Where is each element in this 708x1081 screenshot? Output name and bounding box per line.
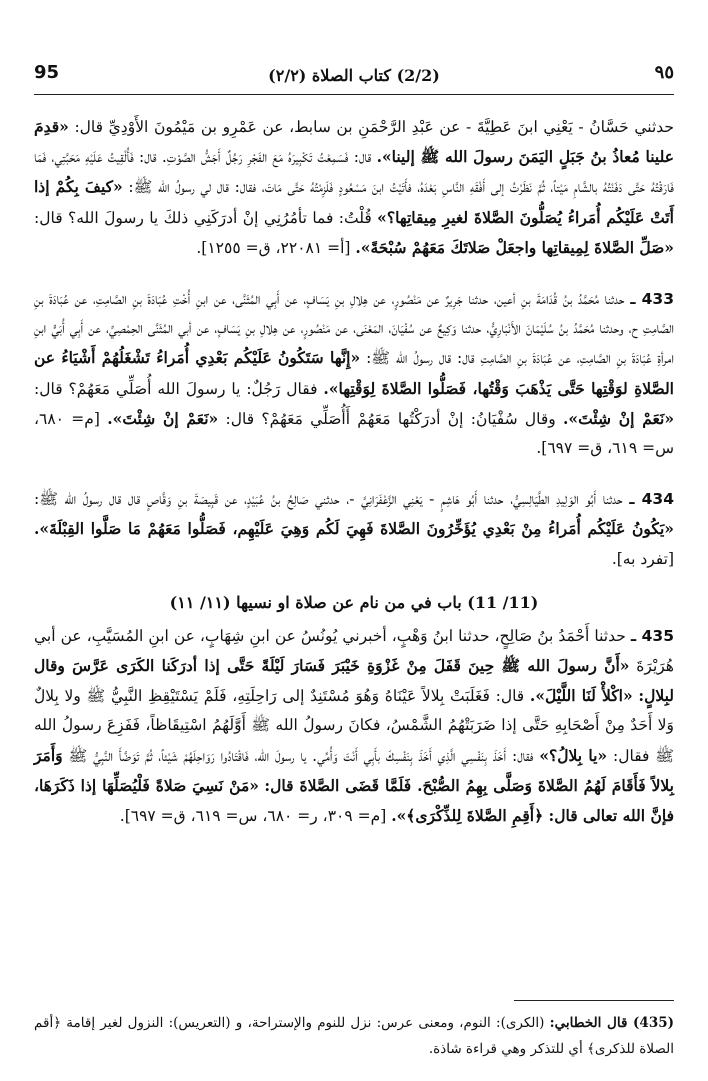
reference-text: [م= ٦٨٠، س= ٦١٩، ق= ٦٩٧]. (34, 409, 674, 458)
hadith-quote: وَأَمَرَ بِلالاً فَأَقَامَ لَهُمُ الصَّلاةَ وَصَلَّى بِهِمُ الصُّبْحَ. فَلَمَّا قَضَى الصَّلاةَ قال: (34, 745, 674, 795)
hadith-paragraph-435 (34, 622, 674, 831)
hadith-quote: «يَكُونُ عَلَيْكُم أُمَراءُ مِنْ بَعْدِي يُؤَخِّرُونَ الصَّلاةَ فَهِيَ لَكُم وَهِيَ عَلَيْهِم، فَصَلُّوا مَعَهُمْ مَا صَلَّوا القِبْلَةَ». (34, 519, 674, 539)
running-title: (2/2) كتاب الصلاة (٢/٢) (268, 65, 440, 85)
hadith-quote: «أَنَّ رسولَ الله ﷺ حِينَ قَفَلَ مِنْ غَزْوَةِ خَيْبَرَ فَسَارَ لَيْلَةً حَتَّى إذا أدرَكَنا الكَرَى عَرَّسَ وقال لبِلالٍ: (34, 656, 674, 706)
footnote (34, 1010, 674, 1062)
reference-text: [م= ٣٠٩، ر= ٦٨٠، س= ٦١٩، ق= ٦٩٧]. (119, 807, 387, 826)
hadith-number: 434 ـ (629, 490, 674, 509)
main-text (34, 112, 674, 831)
page-number-latin: 95 (34, 62, 60, 83)
hadith-quote: «قدِمَ علينا مُعاذُ بنُ جَبَلٍ اليَمَنَ رسولَ الله ﷺ إلينا». (34, 117, 674, 167)
narration-text: قال: فَغَلَبَتْ بِلالاً عَيْنَاهُ وَهُوَ مُسْتَنِدٌ إلى رَاحِلَتِهِ، فَلَمْ يَسْتَيْقِظِ النَّبِيُّ ﷺ ولا بِلالٌ وَلا أَحَدٌ مِنْ أَصْحَابِهِ حَتَّى إذا ضَرَبَتْهُمُ الشَّمْسُ، فكانَ رسولُ الله ﷺ أَوَّلَهُمُ اسْتِيقَاظاً، فَفَزِعَ رسولُ الله ﷺ فقال: (34, 687, 675, 765)
isnad-text: حدثنا أَحْمَدُ بنُ صَالِحٍ، حدثنا ابنُ وَهْبٍ، أخبرني يُونُسُ عن ابنِ شِهَابٍ، عن ابنِ المُسَيَّبِ، عن أبي هُرَيْرَةَ (34, 626, 674, 676)
page-number-arabic: ٩٥ (654, 62, 674, 83)
chapter-heading: (11/ 11) باب في من نام عن صلاة او نسيها (١١/ ١١) (169, 592, 539, 612)
narration-text: وقال سُفْيَانُ: إنْ أدرَكْتُها مَعَهُمْ أَأُصَلِّي مَعَهُمْ؟ قال: (225, 409, 556, 428)
page-header (34, 60, 674, 90)
narration-text: فقال: أَخَذَ بِنَفْسِي الَّذِي أَخَذَ بِنَفْسِكَ بأَبِي أَنْتَ وَأُمِّي. يا رسولَ الله، فَاقْتَادُوا رَوَاحِلَهُمْ شَيْئاً، ثُمَّ تَوَضَّأَ النَّبِيُّ ﷺ (68, 746, 534, 765)
hadith-quote: «نَعَمْ إنْ شِئْتَ». (107, 408, 219, 428)
narration-text: قُلْتُ: فما تأمُرُنِي إنْ أدرَكَنِي ذلكَ يا رسولَ الله؟ قال: (34, 208, 372, 227)
reference-text: [تفرد به]. (611, 549, 674, 568)
hadith-quote: «إِنَّها سَتَكُونُ عَلَيْكُم بَعْدِي أُمَراءُ تَشْغَلُهُمْ أَشْيَاءُ عن الصَّلاةِ لوَقْتِها حَتَّى يَذْهَبَ وَقْتُها، فَصَلُّوا الصَّلاةَ لِوَقْتِها». (34, 348, 674, 398)
hadith-paragraph-continued (34, 112, 674, 263)
hadith-quote: «اكْلأْ لَنَا اللَّيْلَ». (529, 686, 633, 706)
hadith-number: 433 ـ (630, 290, 674, 309)
hadith-number: 435 ـ (630, 626, 674, 645)
narration-text: قال: فَسَمِعْتُ تَكْبِيرَهُ مَعَ الفَجْرِ رَجُلٌ أَجَشُّ الصَّوْتِ. قال: فَأُلْقِيتُ عَلَيْهِ مَحَبَّتِي، فَمَا فَارَقْتُهُ حَتَّى دَفَنْتُهُ بالشَّامِ مَيْتاً، ثُمَّ نَظَرْتُ إلى أَفْقَهِ النَّاسِ بَعْدَهُ، فأَتَيْتُ ابنَ مَسْعُودٍ فَلَزِمْتُهُ حَتَّى مَاتَ، فقال: قال لي رسولُ الله ﷺ: (34, 148, 674, 197)
reference-text: [أ= ٢٢٠٨١، ق= ١٢٥٥]. (196, 238, 351, 257)
hadith-quote: «يا بِلالُ؟» (539, 745, 608, 765)
header-rule (34, 94, 674, 95)
hadith-quote: «مَنْ نَسِيَ صَلاةً فَلْيُصَلِّهَا إذا ذَكَرَهَا، فإنَّ الله تعالى قال: ﴿أَقِمِ الصَّلاةَ لِلذِّكْرَى﴾». (34, 775, 674, 826)
hadith-paragraph-434 (34, 485, 674, 574)
hadith-quote: «نَعَمْ إنْ شِئْتَ». (563, 408, 675, 428)
footnote-label: (435) قال الخطابي: (549, 1015, 674, 1031)
narration-text: فقال رَجُلٌ: يا رسولَ الله أُصَلِّي مَعَهُمْ؟ قال: (34, 379, 318, 398)
footnote-text: (الكرى): النوم، ومعنى عرس: نزل للنوم والإستراحة، و (التعريس): النزول لغير إقامة ﴿أقم الصلاة للذكرى﴾ أي للتذكر وهي قراءة شاذة. (34, 1015, 674, 1057)
isnad-text: حدثنا أَبُو الوَلِيدِ الطَّيَالِسِيُّ، حدثنا أَبُو هَاشِمٍ - يَعْنِي الزَّعْفَرَانِيَّ -، حدثني صَالِحُ بنُ عُبَيْدٍ، عن قَبِيصَةَ بنِ وَقَّاصٍ قال قال رسولُ الله ﷺ: (34, 490, 623, 509)
hadith-quote: «كيفَ بِكُمْ إذا أَتَتْ عَلَيْكُم أُمَراءُ يُصَلُّونَ الصَّلاةَ لغيرِ مِيقاتِها؟» (34, 177, 674, 227)
isnad-text: حدثني حَسَّانُ - يَعْنِي ابنَ عَطِيَّةَ - عن عَبْدِ الرَّحْمَنِ بن سابط، عن عَمْرِو بن مَيْمُونَ الأَوْدِيِّ قال: (74, 118, 674, 136)
hadith-paragraph-433 (34, 285, 674, 463)
footnote-rule (514, 1000, 674, 1001)
hadith-quote: «صَلِّ الصَّلاةَ لِمِيقاتِها واجعَلْ صَلاتَكَ مَعَهُمْ سُبْحَةً». (355, 237, 674, 257)
isnad-text: حدثنا مُحَمَّدُ بنُ قُدَامَةَ بنِ أعين، حدثنا جَرِيرٌ عن مَنْصُورٍ، عن هِلالِ بنِ يَسَافٍ، عن أَبِي المُثَنَّى، عن ابنِ أُخْتِ عُبَادَةَ بنِ الصَّامِتِ، عن عُبَادَةَ بنِ الصَّامِتِ ح، وحدثنا مُحَمَّدُ بنُ سُلَيْمَانَ الأَنْبَارِيُّ، حدثنا وَكِيعٌ عن سُفْيَانَ، المَعْنَى، عن مَنْصُورٍ، عن هِلالِ بنِ يَسَافٍ، عن أبي المُثَنَّى الحِمْصِيِّ، عن أَبِي أُبَيٍّ ابنِ امرأةِ عُبَادَةَ بنِ الصَّامِتِ، عن عُبَادَةَ بنِ الصَّامِتِ قال: قال رسولُ الله ﷺ: (34, 290, 674, 368)
